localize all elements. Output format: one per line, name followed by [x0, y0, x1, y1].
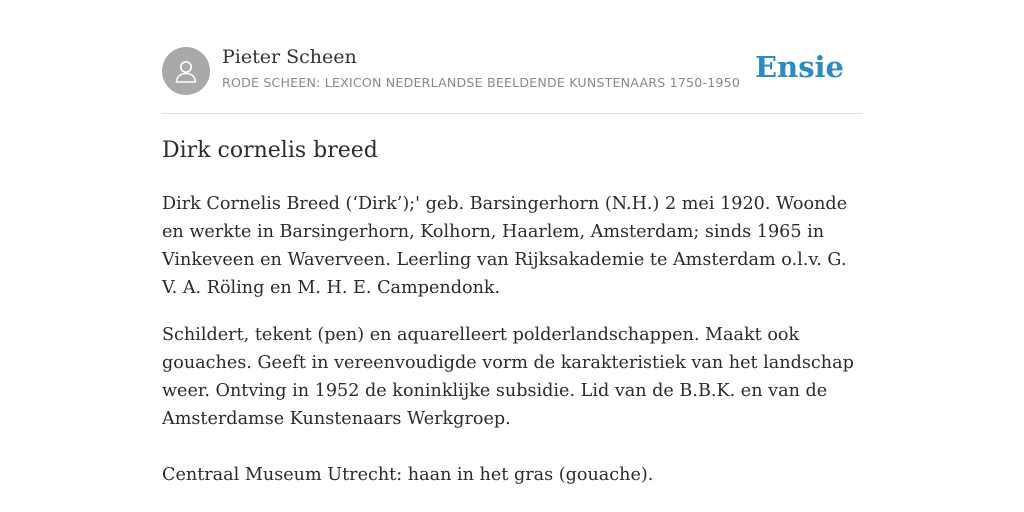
article-title: Dirk cornelis breed: [162, 138, 378, 163]
header-divider: [162, 113, 862, 114]
article-paragraph: Schildert, tekent (pen) en aquarelleert polderlandschappen. Maakt ook gouaches. Geeft in vereenvoudigde vorm de karakteristiek van het landschap weer. Ontving in 1952 de koninklijke subsidie. Lid van de B.B.K. en van de Amsterdamse Kunstenaars Werkgroep.: [162, 325, 854, 429]
brand-logo[interactable]: Ensie: [755, 50, 844, 84]
article-paragraph: Dirk Cornelis Breed (‘Dirk’);' geb. Barsingerhorn (N.H.) 2 mei 1920. Woonde en werkte in Barsingerhorn, Kolhorn, Haarlem, Amsterdam; sinds 1965 in Vinkeveen en Waverveen. Leerling van Rijksakademie te Amsterdam o.l.v. G. V. A. Röling en M. H. E. Campendonk.: [162, 194, 848, 298]
page: [162, 0, 862, 512]
source-title[interactable]: RODE SCHEEN: LEXICON NEDERLANDSE BEELDENDE KUNSTENAARS 1750-1950: [222, 75, 741, 90]
author-name[interactable]: Pieter Scheen: [222, 46, 357, 68]
article-header: [162, 44, 862, 104]
article-paragraph: Centraal Museum Utrecht: haan in het gras (gouache).: [162, 465, 654, 485]
avatar[interactable]: [162, 47, 210, 95]
user-icon: [172, 57, 200, 85]
